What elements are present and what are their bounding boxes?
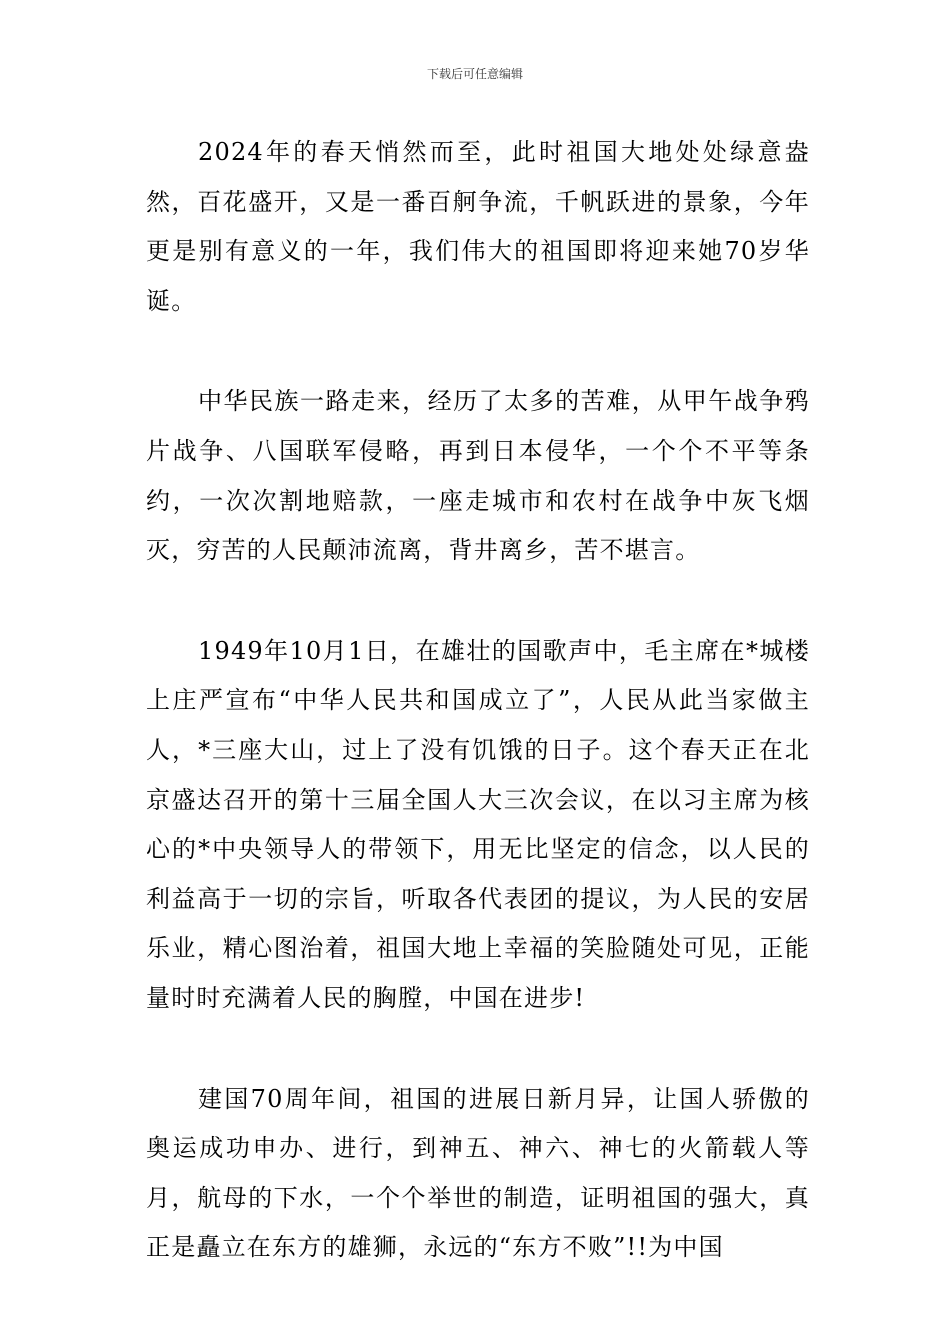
paragraph: 中华民族一路走来，经历了太多的苦难，从甲午战争鸦片战争、八国联军侵略，再到日本侵华，一个个不平等条约，一次次割地赔款，一座走城市和农村在战争中灰飞烟灭，穷苦的人民颠沛流离，背井离乡，苦不堪言。 <box>146 387 810 565</box>
document-body <box>146 128 810 1273</box>
paragraph: 建国70周年间，祖国的进展日新月异，让国人骄傲的奥运成功申办、进行，到神五、神六、神七的火箭载人等月，航母的下水，一个个举世的制造，证明祖国的强大，真正是矗立在东方的雄狮，永远的“东方不败”!!为中国 <box>146 1084 810 1262</box>
header-note: 下载后可任意编辑 <box>426 67 523 81</box>
paragraph: 1949年10月1日，在雄壮的国歌声中，毛主席在*城楼上庄严宣布“中华人民共和国成立了”，人民从此当家做主人，*三座大山，过上了没有饥饿的日子。这个春天正在北京盛达召开的第十三届全国人大三次会议，在以习主席为核心的*中央领导人的带领下，用无比坚定的信念，以人民的利益高于一切的宗旨，听取各代表团的提议，为人民的安居乐业，精心图治着，祖国大地上幸福的笑脸随处可见，正能量时时充满着人民的胸膛，中国在进步! <box>146 636 810 1012</box>
paragraph: 2024年的春天悄然而至，此时祖国大地处处绿意盎然，百花盛开，又是一番百舸争流，千帆跃进的景象，今年更是别有意义的一年，我们伟大的祖国即将迎来她70岁华诞。 <box>146 138 810 315</box>
